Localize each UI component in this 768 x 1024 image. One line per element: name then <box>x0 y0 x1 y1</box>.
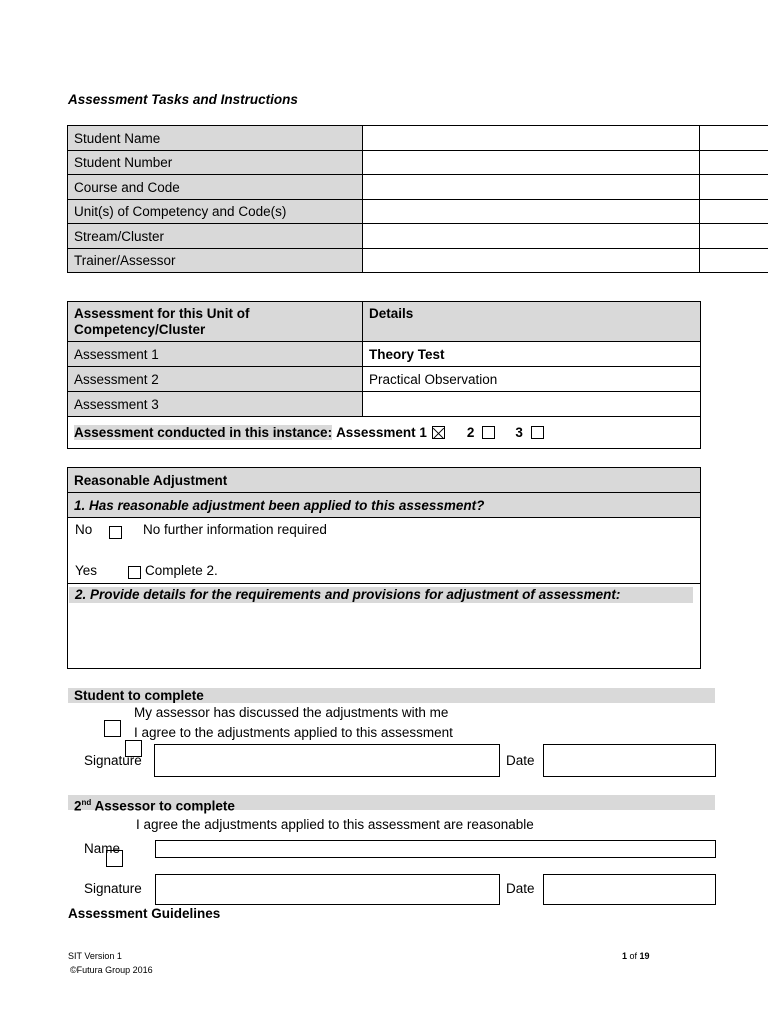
footer-copyright: ©Futura Group 2016 <box>70 965 153 975</box>
unit-competency-field[interactable] <box>362 199 700 224</box>
adjustment-no-label: No <box>75 522 93 537</box>
student-signature-field[interactable] <box>154 744 500 777</box>
assessment-guidelines-title: Assessment Guidelines <box>68 906 221 921</box>
student-number-field[interactable] <box>362 150 700 175</box>
unit-competency-extra-field[interactable] <box>699 199 768 224</box>
second-assessor-name-field[interactable] <box>155 840 716 858</box>
conducted-assessment-3-checkbox[interactable] <box>531 426 544 439</box>
second-assessor-date-label: Date <box>506 881 535 896</box>
course-code-field[interactable] <box>362 174 700 200</box>
second-assessor-signature-field[interactable] <box>155 874 500 905</box>
adjustment-yes-text: Complete 2. <box>145 563 218 578</box>
stream-cluster-label: Stream/Cluster <box>67 223 363 249</box>
stream-cluster-extra-field[interactable] <box>699 223 768 249</box>
second-assessor-date-field[interactable] <box>543 874 716 905</box>
second-assessor-agree-text: I agree the adjustments applied to this assessment are reasonable <box>136 817 534 832</box>
trainer-assessor-extra-field[interactable] <box>699 248 768 273</box>
second-assessor-header-sup: nd <box>81 798 92 807</box>
footer-page-current: 1 <box>622 951 628 961</box>
adjustment-no-checkbox[interactable] <box>109 526 122 539</box>
reasonable-adjustment-question-2: 2. Provide details for the requirements and provisions for adjustment of assessment: <box>69 587 693 603</box>
assessment-1-detail: Theory Test <box>362 341 701 367</box>
student-signature-label: Signature <box>84 753 142 768</box>
conducted-assessment-1-label: Assessment 1 <box>336 425 427 440</box>
assessment-3-detail[interactable] <box>362 391 701 417</box>
page-title: Assessment Tasks and Instructions <box>68 92 298 107</box>
student-discussed-text: My assessor has discussed the adjustments with me <box>134 705 449 720</box>
second-assessor-name-label: Name <box>84 841 121 856</box>
adjustment-no-text: No further information required <box>143 522 327 537</box>
student-agree-text: I agree to the adjustments applied to this assessment <box>134 725 453 740</box>
second-assessor-header-text: Assessor to complete <box>91 798 235 814</box>
footer-version: SIT Version 1 <box>68 951 122 961</box>
student-name-field[interactable] <box>362 125 700 151</box>
student-complete-header: Student to complete <box>68 688 715 703</box>
assessment-header-right: Details <box>362 301 701 342</box>
student-date-field[interactable] <box>543 744 716 777</box>
conducted-assessment-3-label: 3 <box>515 425 523 440</box>
stream-cluster-field[interactable] <box>362 223 700 249</box>
unit-competency-label: Unit(s) of Competency and Code(s) <box>67 199 363 224</box>
adjustment-divider <box>67 583 701 584</box>
assessment-header-left: Assessment for this Unit of Competency/Cluster <box>67 301 363 342</box>
reasonable-adjustment-header: Reasonable Adjustment <box>67 467 701 493</box>
second-assessor-header <box>68 795 715 814</box>
course-code-label: Course and Code <box>67 174 363 200</box>
trainer-assessor-label: Trainer/Assessor <box>67 248 363 273</box>
assessment-3-label: Assessment 3 <box>67 391 363 417</box>
second-assessor-signature-label: Signature <box>84 881 142 896</box>
adjustment-yes-label: Yes <box>75 563 98 578</box>
student-name-label: Student Name <box>67 125 363 151</box>
assessment-conducted-row <box>67 416 701 449</box>
conducted-assessment-2-label: 2 <box>466 425 475 440</box>
student-discussed-checkbox[interactable] <box>104 720 121 737</box>
assessment-1-label: Assessment 1 <box>67 341 363 367</box>
assessment-2-label: Assessment 2 <box>67 366 363 392</box>
footer-page-total: 19 <box>639 951 650 961</box>
trainer-assessor-field[interactable] <box>362 248 700 273</box>
student-number-extra-field[interactable] <box>699 150 768 175</box>
assessment-conducted-label: Assessment conducted in this instance: <box>74 425 333 440</box>
footer-page-of: of <box>627 951 640 961</box>
student-number-label: Student Number <box>67 150 363 175</box>
adjustment-yes-checkbox[interactable] <box>128 566 141 579</box>
course-code-extra-field[interactable] <box>699 174 768 200</box>
conducted-assessment-1-checkbox[interactable] <box>432 426 445 439</box>
reasonable-adjustment-question-1: 1. Has reasonable adjustment been applied to this assessment? <box>67 492 701 518</box>
footer-page-number <box>622 951 650 961</box>
second-assessor-header-number: 2 <box>74 798 82 814</box>
student-name-extra-field[interactable] <box>699 125 768 151</box>
adjustment-details-field[interactable] <box>69 606 699 666</box>
student-date-label: Date <box>506 753 535 768</box>
conducted-assessment-2-checkbox[interactable] <box>482 426 495 439</box>
assessment-2-detail: Practical Observation <box>362 366 701 392</box>
